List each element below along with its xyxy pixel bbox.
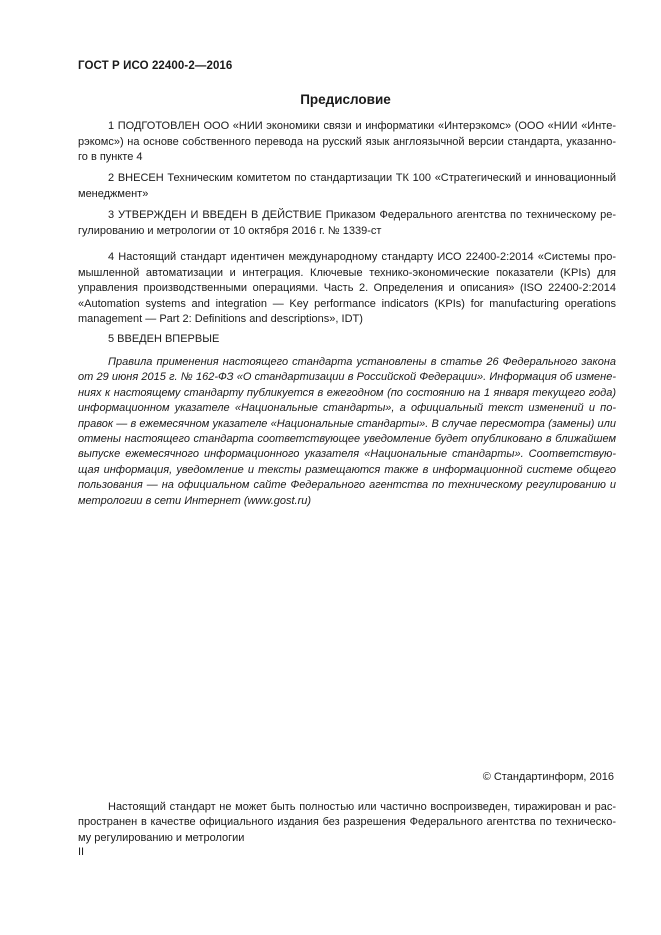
foreword-item-4: [78, 250, 616, 328]
text-line: го в пункте 4: [78, 151, 143, 164]
notice-line: выпуске ежемесячного информационного указателя «Национальные стандарты». Соответствую-: [78, 448, 616, 461]
text-line: рэкомс») на основе собственного перевода на русский язык англоязычной версии стандарта, указанно-: [78, 135, 616, 148]
text-line: management — Part 2: Definitions and descriptions», IDT): [78, 313, 363, 326]
text-line: гулированию и метрологии от 10 октября 2016 г. № 1339-ст: [78, 224, 382, 237]
text-line: 3 УТВЕРЖДЕН И ВВЕДЕН В ДЕЙСТВИЕ Приказом Федерального агентства по техническому ре-: [108, 209, 616, 221]
text-line: 2 ВНЕСЕН Техническим комитетом по стандартизации ТК 100 «Стратегический и инновационный: [108, 172, 616, 184]
notice-line: ниях к настоящему стандарту публикуется в ежегодном (по состоянию на 1 января текущего года): [78, 386, 616, 399]
notice-line: информационном указателе «Национальные стандарты», а официальный текст изменений и по-: [78, 402, 616, 415]
page-title: Предисловие: [300, 92, 391, 107]
footer-line: Настоящий стандарт не может быть полностью или частично воспроизведен, тиражирован и рас-: [108, 801, 616, 813]
copyright-notice: © Стандартинформ, 2016: [482, 771, 614, 783]
footer-line: пространен в качестве официального издания без разрешения Федерального агентства по техническо-: [78, 816, 616, 829]
text-line: управления производственными операциями. Часть 2. Определения и описания» (ISO 22400-2:2014: [78, 282, 616, 295]
text-line: мышленной автоматизации и интеграция. Ключевые технико-экономические показатели (KPIs) для: [78, 266, 616, 279]
notice-line: метрологии в сети Интернет (www.gost.ru): [78, 494, 312, 507]
notice-line: от 29 июня 2015 г. № 162-ФЗ «О стандартизации в Российской Федерации». Информация об измене-: [78, 371, 616, 384]
foreword-item-1: [78, 119, 616, 166]
text-line: «Automation systems and integration — Key performance indicators (KPIs) for manufacturing operations: [78, 297, 616, 310]
page-number: II: [78, 846, 85, 858]
foreword-item-3: [78, 208, 616, 239]
text-line: 4 Настоящий стандарт идентичен международному стандарту ИСО 22400-2:2014 «Системы про-: [108, 251, 616, 263]
reproduction-notice: [78, 800, 616, 846]
document-code: ГОСТ Р ИСО 22400-2—2016: [78, 60, 233, 72]
notice-line: пользования — на официальном сайте Федерального агентства по техническому регулированию и: [78, 479, 616, 492]
notice-line: отмены настоящего стандарта соответствующее уведомление будет опубликовано в ближайшем: [78, 433, 616, 446]
footer-line: му регулированию и метрологии: [78, 831, 245, 844]
notice-line: Правила применения настоящего стандарта установлены в статье 26 Федерального закона: [108, 356, 616, 368]
foreword-item-2: [78, 171, 616, 202]
notice-line: щая информация, уведомление и тексты размещаются также в информационной системе общего: [78, 463, 616, 476]
text-line: 1 ПОДГОТОВЛЕН ООО «НИИ экономики связи и информатики «Интерэкомс» (ООО «НИИ «Инте-: [108, 120, 616, 132]
notice-line: правок — в ежемесячном указателе «Национальные стандарты». В случае пересмотра (замены) или: [78, 417, 616, 430]
text-line: 5 ВВЕДЕН ВПЕРВЫЕ: [108, 333, 220, 345]
standard-application-notice: [78, 355, 616, 509]
foreword-item-5: [78, 332, 616, 348]
text-line: менеджмент»: [78, 187, 149, 200]
